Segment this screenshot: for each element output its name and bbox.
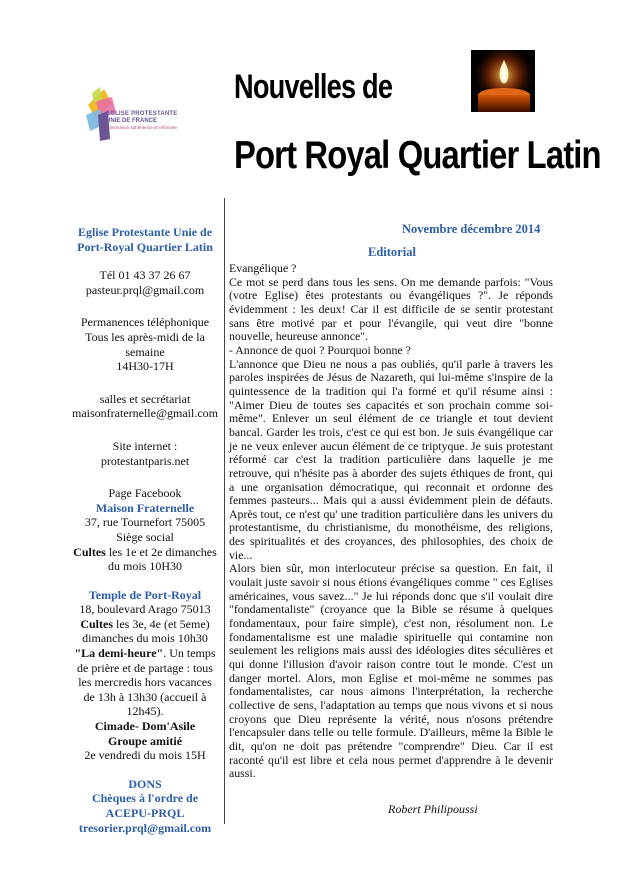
newsletter-title-line2: Port Royal Quartier Latin bbox=[234, 134, 601, 177]
demi-heure-title: "La demi-heure" bbox=[74, 646, 164, 661]
website-label: Site internet : bbox=[112, 438, 178, 453]
demi-heure bbox=[40, 646, 250, 661]
website-link[interactable]: protestantparis.net bbox=[100, 453, 190, 468]
cultes-maison-days: les 1e et 2e dimanches bbox=[105, 544, 217, 559]
sidebar-contact-info bbox=[40, 225, 250, 835]
editorial-article bbox=[229, 262, 553, 781]
maison-address: 37, rue Tournefort 75005 bbox=[84, 515, 206, 530]
article-paragraph: Ce mot se perd dans tous les sens. On me demande parfois: "Vous (votre Eglise) êtes protestants ou évangéliques ?". Je réponds évidemment : les deux! Car il est difficile de se sentir protestant sans être motivé par et pour l'évangile, qui veut dire "bonne nouvelle, heureuse annonce". bbox=[229, 274, 553, 344]
column-divider bbox=[224, 198, 225, 824]
candle-image bbox=[471, 50, 535, 112]
cultes-temple-time: dimanches du mois 10h30 bbox=[82, 631, 208, 646]
demi-heure-line3: de 13h à 13h30 (accueil à bbox=[83, 689, 207, 704]
logo-text-line3: communion luthérienne et réformée bbox=[106, 125, 178, 130]
tresorier-email-link[interactable]: tresorier.prql@gmail.com bbox=[78, 820, 212, 835]
cultes-label: Cultes bbox=[80, 616, 114, 631]
church-name-line1: Eglise Protestante Unie de bbox=[77, 225, 213, 239]
groupe-amitie-title: Groupe amitié bbox=[107, 733, 183, 748]
cultes-maison-time: du mois 10H30 bbox=[107, 559, 182, 574]
rooms-label: salles et secrétariat bbox=[99, 391, 191, 406]
pastor-email-link[interactable]: pasteur.prql@gmail.com bbox=[85, 282, 205, 297]
demi-heure-line1: de prière et de partage : tous bbox=[77, 660, 213, 675]
issue-date: Novembre décembre 2014 bbox=[402, 222, 541, 236]
article-paragraph: Evangélique ? bbox=[229, 261, 297, 275]
temple-address: 18, boulevard Arago 75013 bbox=[79, 602, 211, 617]
permanences-line2: Tous les après-midi de la bbox=[85, 329, 205, 344]
church-name-line2: Port-Royal Quartier Latin bbox=[77, 239, 213, 254]
cultes-temple bbox=[40, 617, 250, 632]
maison-fraternelle-title: Maison Fraternelle bbox=[95, 500, 195, 515]
article-paragraph: L'annonce que Dieu ne nous a pas oubliés, qu'il parle à travers les paroles inspirées de Jésus de Nazareth, qui lui-même s'inspire de la quintessence de la tradition qui l'a formé et qu'il résume ainsi : "Aimer Dieu de toutes ses capacités et son prochain comme soi-même". Enlever un seul élément de ce triangle et tout devient bancal. Garder les trois, c'est ce qui est bon. Je suis évangélique car je ne veux enlever aucun élément de ce triptyque. Je suis protestant réformé car c'est la tradition particulière dans laquelle je me retrouve, qui n'hésite pas à aborder des sujets éthiques de front, qui a une organisation démocratique, qui reconnait et ordonne des femmes pasteurs... Mais qui a aussi évidemment plein de défauts. Après tout, ce n'est qu' une tradition particulière dans les univers du protestantisme, du christianisme, du monothéisme, des religions, des spiritualités et des croyances, des philosophies, des choix de vie... bbox=[229, 356, 553, 562]
logo-text-line2: UNIE DE FRANCE bbox=[106, 118, 158, 124]
dons-title: DONS bbox=[128, 776, 162, 791]
permanences-line1: Permanences téléphonique bbox=[80, 315, 210, 330]
author-signature: Robert Philipoussi bbox=[388, 802, 478, 816]
cultes-maison bbox=[40, 545, 250, 560]
candle-flame-icon bbox=[471, 50, 535, 112]
newsletter-title-line1: Nouvelles de bbox=[234, 68, 393, 106]
church-logo bbox=[82, 85, 210, 147]
cultes-temple-days: les 3e, 4e (et 5eme) bbox=[113, 616, 210, 631]
cimade-title: Cimade- Dom'Asile bbox=[94, 719, 196, 734]
facebook-label: Page Facebook bbox=[108, 486, 182, 501]
maison-email-link[interactable]: maisonfraternelle@gmail.com bbox=[72, 406, 218, 421]
siege-social: Siège social bbox=[116, 529, 174, 544]
cheques-line2: ACEPU-PRQL bbox=[105, 806, 185, 820]
demi-heure-intro: . Un temps bbox=[163, 646, 216, 661]
permanences-line3: semaine bbox=[125, 344, 165, 359]
groupe-amitie-time: 2e vendredi du mois 15H bbox=[84, 748, 206, 763]
temple-title: Temple de Port-Royal bbox=[88, 587, 202, 602]
logo-text-line1: EGLISE PROTESTANTE bbox=[106, 111, 178, 117]
demi-heure-line2: les mercredis hors vacances bbox=[78, 675, 212, 690]
demi-heure-line4: 12h45). bbox=[126, 704, 164, 719]
phone-number: Tél 01 43 37 26 67 bbox=[99, 268, 191, 283]
cheques-line1: Chèques à l'ordre de bbox=[91, 791, 199, 806]
editorial-heading: Editorial bbox=[368, 245, 416, 259]
article-paragraph: Alors bien sûr, mon interlocuteur précise sa question. En fait, il voulait juste savoir si nous étions évangéliques comme " ces Eglises américaines, vous savez..." Je lui réponds donc que s'il voulait dire "fondamentaliste" (croyance que la Bible se résume à quelques fondamentaux, pour faire simple), c'est non, résolument non. Le fondamentalisme est une maladie spirituelle qui contamine non seulement les religions mais aussi des idéologies dites séculières et qui donne l'illusion d'avoir raison contre tout le monde. C'est un danger mortel. Alors, mon Eglise et moi-même ne sommes pas fondamentalistes, car nous aimons l'interprétation, la recherche collective de sens, l'adaptation au temps que nous vivons et si nous croyons que Dieu représente la vérité, nous n'osons prétendre l'encapsuler dans telle ou telle formule. D'ailleurs, même la Bible le dit, qu'on ne doit pas prétendre "comprendre" Dieu. Car il est raconté qu'il est libre et cela nous permet d'apprendre à le devenir aussi. bbox=[229, 561, 553, 781]
permanences-hours: 14H30-17H bbox=[116, 359, 174, 374]
article-paragraph: - Annonce de quoi ? Pourquoi bonne ? bbox=[229, 342, 411, 357]
cultes-label: Cultes bbox=[73, 544, 106, 559]
